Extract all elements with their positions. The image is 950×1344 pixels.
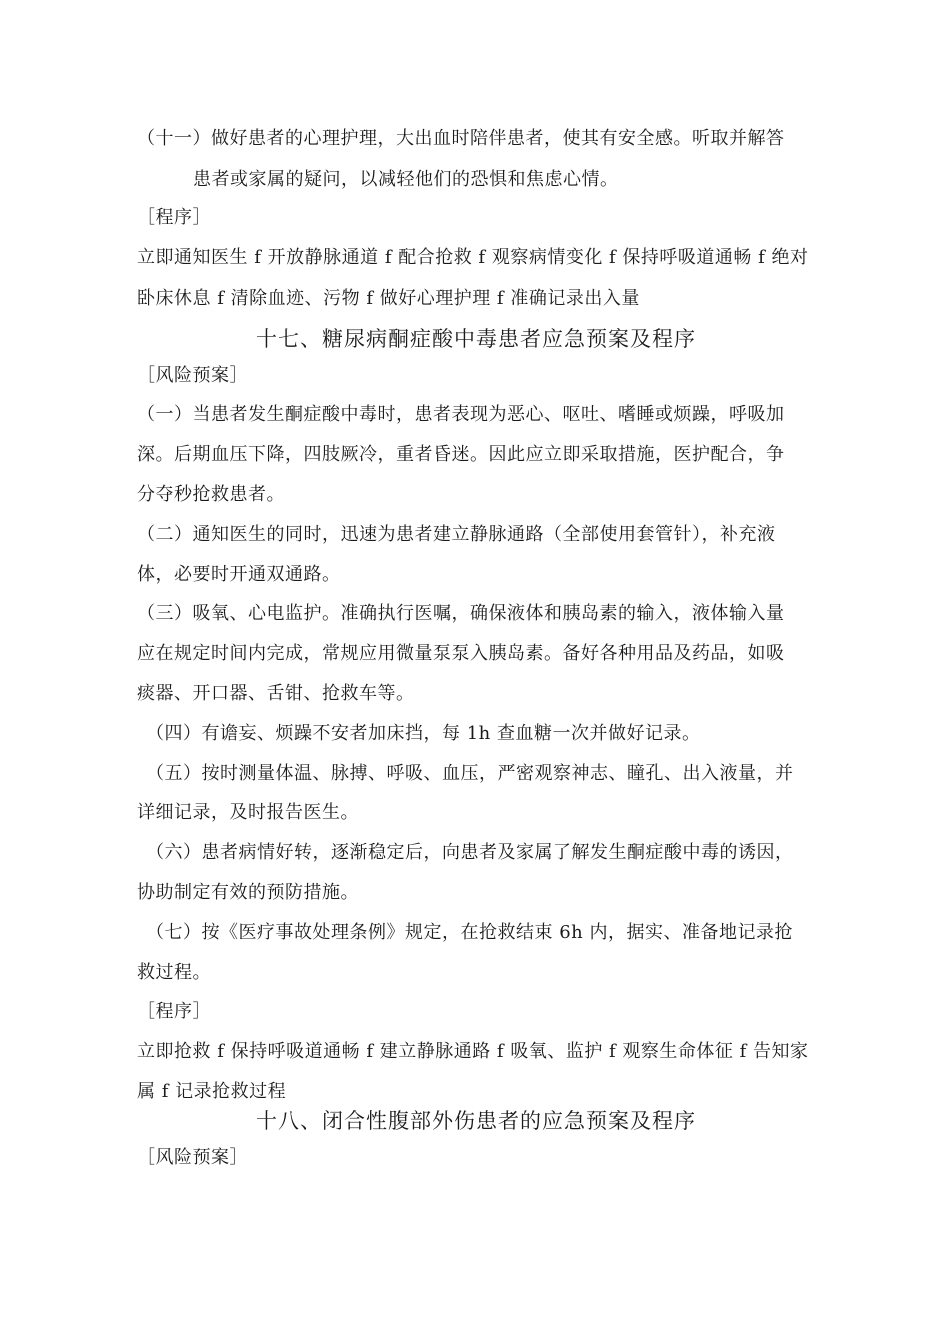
- paragraph-line-item-11: （十一）做好患者的心理护理，大出血时陪伴患者，使其有安全感。听取并解答: [137, 128, 785, 149]
- paragraph-line-item-5: （五）按时测量体温、脉搏、呼吸、血压，严密观察神志、瞳孔、出入液量，并: [146, 763, 794, 784]
- procedure-flow-line-cont: 属 f 记录抢救过程: [137, 1081, 287, 1102]
- section-label-risk-plan: ［风险预案］: [137, 365, 248, 386]
- paragraph-line-item-3-cont: 痰器、开口器、舌钳、抢救车等。: [137, 683, 415, 704]
- section-heading-18: 十八、闭合性腹部外伤患者的应急预案及程序: [256, 1109, 696, 1133]
- section-label-procedure: ［程序］: [137, 1001, 211, 1022]
- paragraph-line-item-2: （二）通知医生的同时，迅速为患者建立静脉通路（全部使用套管针），补充液: [137, 524, 776, 545]
- paragraph-line-item-1: （一）当患者发生酮症酸中毒时，患者表现为恶心、呕吐、嗜睡或烦躁，呼吸加: [137, 404, 785, 425]
- paragraph-line-item-7-cont: 救过程。: [137, 962, 211, 983]
- paragraph-line-item-1-cont: 深。后期血压下降，四肢厥冷，重者昏迷。因此应立即采取措施，医护配合，争: [137, 444, 785, 465]
- procedure-flow-line-cont: 卧床休息 f 清除血迹、污物 f 做好心理护理 f 准确记录出入量: [137, 288, 640, 309]
- section-heading-17: 十七、糖尿病酮症酸中毒患者应急预案及程序: [256, 327, 696, 351]
- paragraph-line-item-2-cont: 体，必要时开通双通路。: [137, 564, 341, 585]
- paragraph-line-item-3: （三）吸氧、心电监护。准确执行医嘱，确保液体和胰岛素的输入，液体输入量: [137, 603, 785, 624]
- paragraph-line-item-3-cont: 应在规定时间内完成，常规应用微量泵泵入胰岛素。备好各种用品及药品，如吸: [137, 643, 785, 664]
- paragraph-line-item-11-cont: 患者或家属的疑问，以减轻他们的恐惧和焦虑心情。: [193, 169, 619, 190]
- paragraph-line-item-1-cont: 分夺秒抢救患者。: [137, 484, 285, 505]
- paragraph-line-item-5-cont: 详细记录，及时报告医生。: [137, 802, 359, 823]
- procedure-flow-line: 立即抢救 f 保持呼吸道通畅 f 建立静脉通路 f 吸氧、监护 f 观察生命体征 f 告知家: [137, 1041, 809, 1062]
- procedure-flow-line: 立即通知医生 f 开放静脉通道 f 配合抢救 f 观察病情变化 f 保持呼吸道通畅 f 绝对: [137, 247, 809, 268]
- section-label-risk-plan: ［风险预案］: [137, 1147, 248, 1168]
- paragraph-line-item-6: （六）患者病情好转，逐渐稳定后，向患者及家属了解发生酮症酸中毒的诱因，: [146, 842, 794, 863]
- section-label-procedure: ［程序］: [137, 207, 211, 228]
- paragraph-line-item-6-cont: 协助制定有效的预防措施。: [137, 882, 359, 903]
- paragraph-line-item-7: （七）按《医疗事故处理条例》规定，在抢救结束 6h 内，据实、准备地记录抢: [146, 922, 793, 943]
- paragraph-line-item-4: （四）有谵妄、烦躁不安者加床挡，每 1h 查血糖一次并做好记录。: [146, 723, 701, 744]
